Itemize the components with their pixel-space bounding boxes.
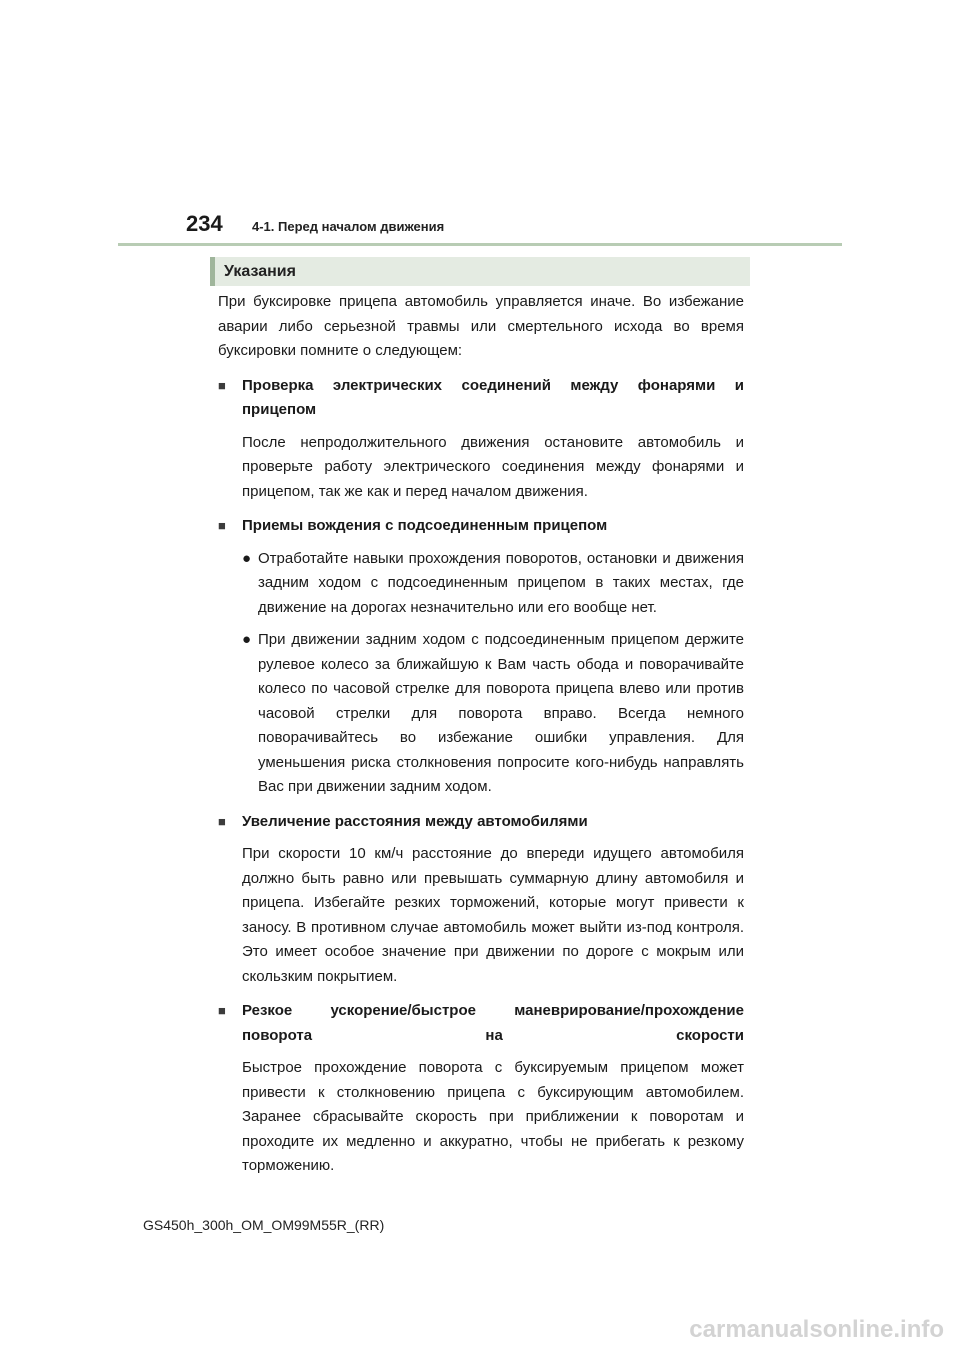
section-heading-text: Приемы вождения с подсоединенным прицепом — [242, 517, 608, 534]
square-bullet-icon: ■ — [218, 813, 226, 829]
square-bullet-icon: ■ — [218, 518, 226, 533]
list-item — [242, 547, 744, 621]
page-header — [0, 0, 960, 250]
page-number: 234 — [186, 211, 223, 236]
square-bullet-icon: ■ — [218, 1003, 226, 1018]
list-item-text: Отработайте навыки прохождения поворотов, остановки и движения задним ходом с подсоединенным прицепом в таких местах, где движение на дорогах незначительно или его вообще нет. — [258, 549, 744, 616]
list-item — [242, 628, 744, 800]
section-paragraph: После непродолжительного движения остановите автомобиль и проверьте работу электрического соединения между фонарями и прицепом, так же как и перед началом движения. — [242, 433, 744, 500]
section-heading — [218, 999, 744, 1048]
square-bullet-icon: ■ — [218, 377, 226, 393]
section-heading-text: Увеличение расстояния между автомобилями — [242, 812, 588, 830]
section-heading-text: Проверка электрических соединений между фонарями и прицепом — [242, 376, 744, 418]
section-title: 4-1. Перед началом движения — [252, 219, 445, 234]
section-heading — [218, 810, 744, 835]
list-item-text: При движении задним ходом с подсоединенным прицепом держите рулевое колесо за ближайшую к Вам часть обода и поворачивайте колесо по часовой стрелке для поворота прицепа влево или против часовой стрелки для поворота вправо. Всегда немного поворачивайтесь во избежание ошибки управления. Для уменьшения риска столкновения попросите кого-нибудь направлять Вас при движении задним ходом. — [258, 631, 744, 795]
watermark: carmanualsonline.info — [689, 1316, 944, 1343]
intro-paragraph: При буксировке прицепа автомобиль управляется иначе. Во избежание аварии либо серьезной травмы или смертельного исхода во время буксировки помните о следующем: — [218, 293, 744, 359]
section-heading-text: Резкое ускорение/быстрое маневрирование/прохождение поворота на скорости — [242, 1002, 744, 1044]
caution-heading-bar — [210, 257, 750, 286]
header-divider — [118, 243, 842, 246]
caution-title: Указания — [224, 263, 296, 280]
circle-bullet-icon: ● — [242, 631, 252, 648]
document-code: GS450h_300h_OM_OM99M55R_(RR) — [143, 1217, 385, 1233]
caution-content — [218, 290, 744, 1189]
section-paragraph: Быстрое прохождение поворота с буксируемым прицепом может привести к столкновению прицепа с буксирующим автомобилем. Заранее сбрасывайте скорость при приближении к поворотам и проходите их медленно и аккуратно, чтобы не прибегать к резкому торможению. — [242, 1059, 744, 1174]
section-paragraph: При скорости 10 км/ч расстояние до впереди идущего автомобиля должно быть равно или превышать суммарную длину автомобиля и прицепа. Избегайте резких торможений, которые могут привести к заносу. В противном случае автомобиль может выйти из-под контроля. Это имеет особое значение при движении по дороге с мокрым или скользким покрытием. — [242, 845, 744, 985]
section-heading — [218, 514, 744, 539]
section-heading — [218, 374, 744, 423]
circle-bullet-icon: ● — [242, 549, 252, 567]
